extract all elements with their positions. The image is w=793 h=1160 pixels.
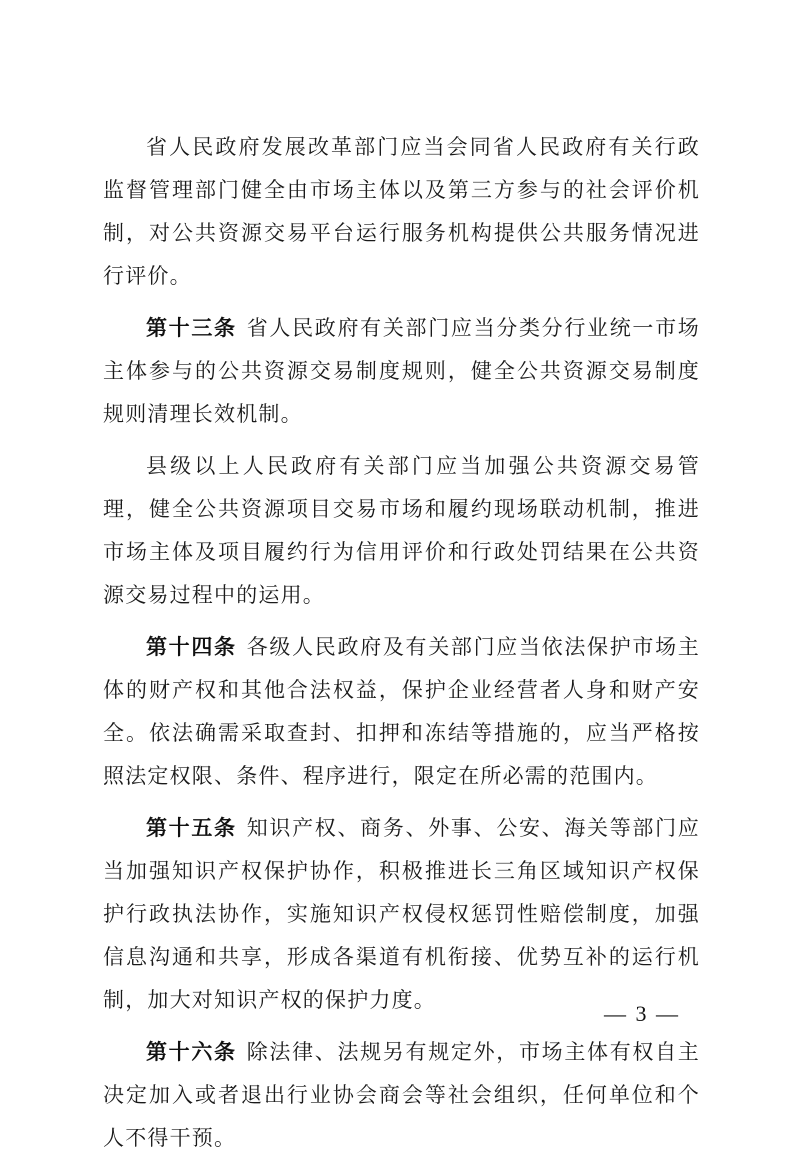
paragraph-article-14 bbox=[103, 626, 700, 798]
paragraph-trade-management bbox=[103, 445, 700, 617]
paragraph-article-13 bbox=[103, 307, 700, 436]
article-number: 第十五条 bbox=[146, 816, 237, 840]
paragraph-text: 县级以上人民政府有关部门应当加强公共资源交易管理，健全公共资源项目交易市场和履约现场联动机制，推进市场主体及项目履约行为信用评价和行政处罚结果在公共资源交易过程中的运用。 bbox=[103, 454, 700, 607]
paragraph-text: 省人民政府有关部门应当分类分行业统一市场主体参与的公共资源交易制度规则，健全公共资源交易制度规则清理长效机制。 bbox=[103, 316, 700, 426]
page-number: — 3 — bbox=[604, 1001, 680, 1026]
paragraph-evaluation-mechanism bbox=[103, 126, 700, 298]
article-number: 第十三条 bbox=[146, 316, 237, 340]
article-number: 第十六条 bbox=[146, 1040, 237, 1064]
paragraph-text: 知识产权、商务、外事、公安、海关等部门应当加强知识产权保护协作，积极推进长三角区域知识产权保护行政执法协作，实施知识产权侵权惩罚性赔偿制度，加强信息沟通和共享，形成各渠道有机衔接、优势互补的运行机制，加大对知识产权的保护力度。 bbox=[103, 816, 700, 1012]
paragraph-text: 除法律、法规另有规定外，市场主体有权自主决定加入或者退出行业协会商会等社会组织，任何单位和个人不得干预。 bbox=[103, 1040, 700, 1150]
paragraph-text: 各级人民政府及有关部门应当依法保护市场主体的财产权和其他合法权益，保护企业经营者人身和财产安全。依法确需采取查封、扣押和冻结等措施的，应当严格按照法定权限、条件、程序进行，限定在所必需的范围内。 bbox=[103, 635, 700, 788]
paragraph-text: 省人民政府发展改革部门应当会同省人民政府有关行政监督管理部门健全由市场主体以及第三方参与的社会评价机制，对公共资源交易平台运行服务机构提供公共服务情况进行评价。 bbox=[103, 135, 700, 288]
article-number: 第十四条 bbox=[146, 635, 237, 659]
paragraph-article-16 bbox=[103, 1031, 700, 1160]
paragraph-article-15 bbox=[103, 807, 700, 1022]
